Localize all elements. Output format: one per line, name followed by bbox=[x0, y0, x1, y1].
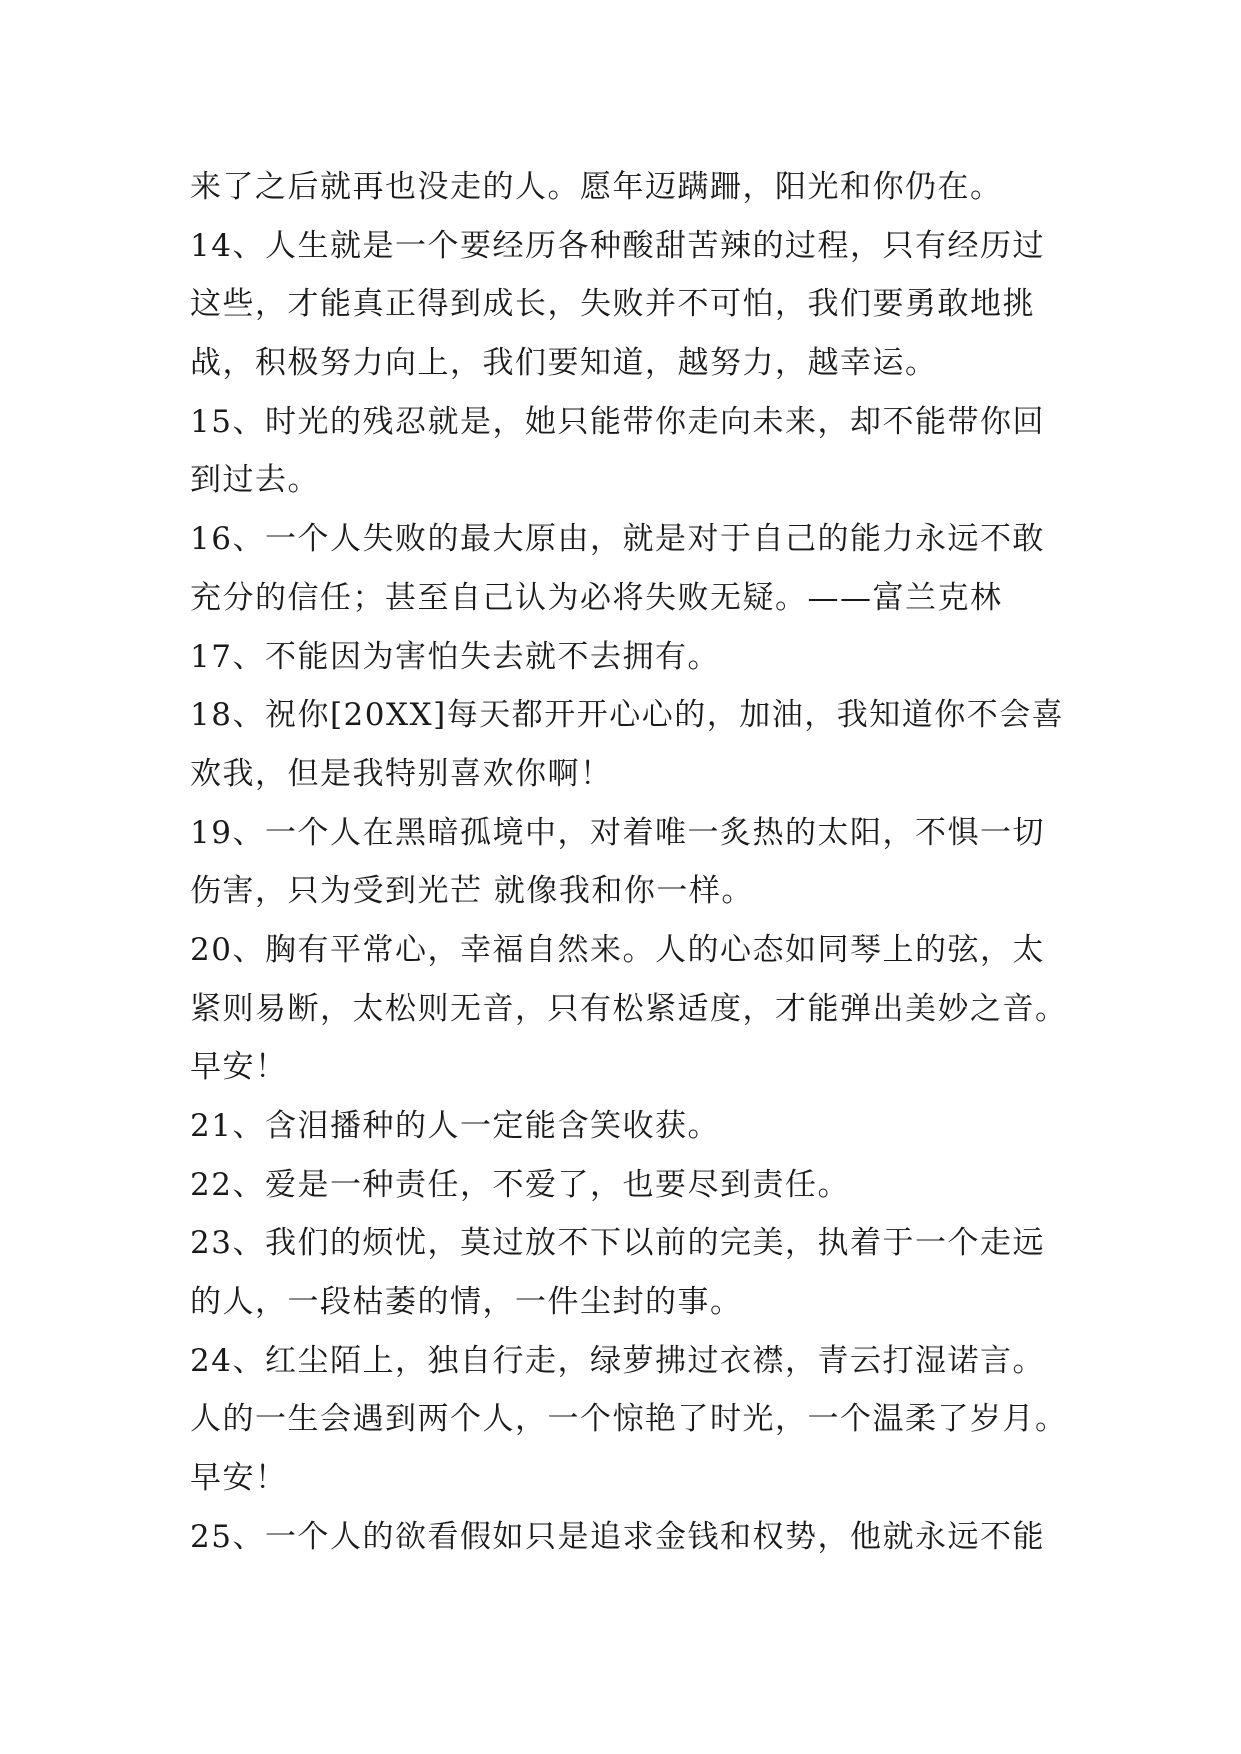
text-line: 15、时光的残忍就是，她只能带你走向未来，却不能带你回 bbox=[190, 403, 1045, 440]
text-line: 充分的信任；甚至自己认为必将失败无疑。——富兰克林 bbox=[190, 579, 1003, 616]
text-line: 到过去。 bbox=[190, 462, 320, 499]
text-line: 23、我们的烦忧，莫过放不下以前的完美，执着于一个走远 bbox=[190, 1225, 1045, 1262]
text-line: 紧则易断，太松则无音，只有松紧适度，才能弹出美妙之音。 bbox=[190, 990, 1068, 1027]
text-line: 人的一生会遇到两个人，一个惊艳了时光，一个温柔了岁月。 bbox=[190, 1401, 1068, 1438]
text-line: 25、一个人的欲看假如只是追求金钱和权势，他就永远不能 bbox=[190, 1518, 1045, 1555]
text-line: 20、胸有平常心，幸福自然来。人的心态如同琴上的弦，太 bbox=[190, 931, 1045, 968]
text-line: 18、祝你[20XX]每天都开开心心的，加油，我知道你不会喜 bbox=[190, 697, 1065, 734]
text-line: 16、一个人失败的最大原由，就是对于自己的能力永远不敢 bbox=[190, 521, 1045, 558]
text-line: 早安！ bbox=[190, 1460, 288, 1497]
text-line: 来了之后就再也没走的人。愿年迈蹒跚，阳光和你仍在。 bbox=[190, 169, 1003, 205]
text-line: 战，积极努力向上，我们要知道，越努力，越幸运。 bbox=[190, 345, 938, 382]
text-line: 21、含泪播种的人一定能含笑收获。 bbox=[190, 1108, 720, 1144]
text-line: 17、不能因为害怕失去就不去拥有。 bbox=[190, 638, 720, 675]
text-line: 的人，一段枯萎的情，一件尘封的事。 bbox=[190, 1284, 743, 1321]
text-line: 19、一个人在黑暗孤境中，对着唯一炙热的太阳，不惧一切 bbox=[190, 814, 1045, 851]
document-body bbox=[190, 158, 1070, 1567]
text-line: 14、人生就是一个要经历各种酸甜苦辣的过程，只有经历过 bbox=[190, 227, 1045, 264]
text-line: 伤害，只为受到光芒 就像我和你一样。 bbox=[190, 873, 754, 910]
text-line: 24、红尘陌上，独自行走，绿萝拂过衣襟，青云打湿诺言。 bbox=[190, 1342, 1045, 1379]
text-line: 早安！ bbox=[190, 1049, 288, 1086]
text-line: 22、爱是一种责任，不爱了，也要尽到责任。 bbox=[190, 1166, 850, 1203]
text-line: 欢我，但是我特别喜欢你啊！ bbox=[190, 755, 613, 792]
text-line: 这些，才能真正得到成长，失败并不可怕，我们要勇敢地挑 bbox=[190, 286, 1035, 323]
